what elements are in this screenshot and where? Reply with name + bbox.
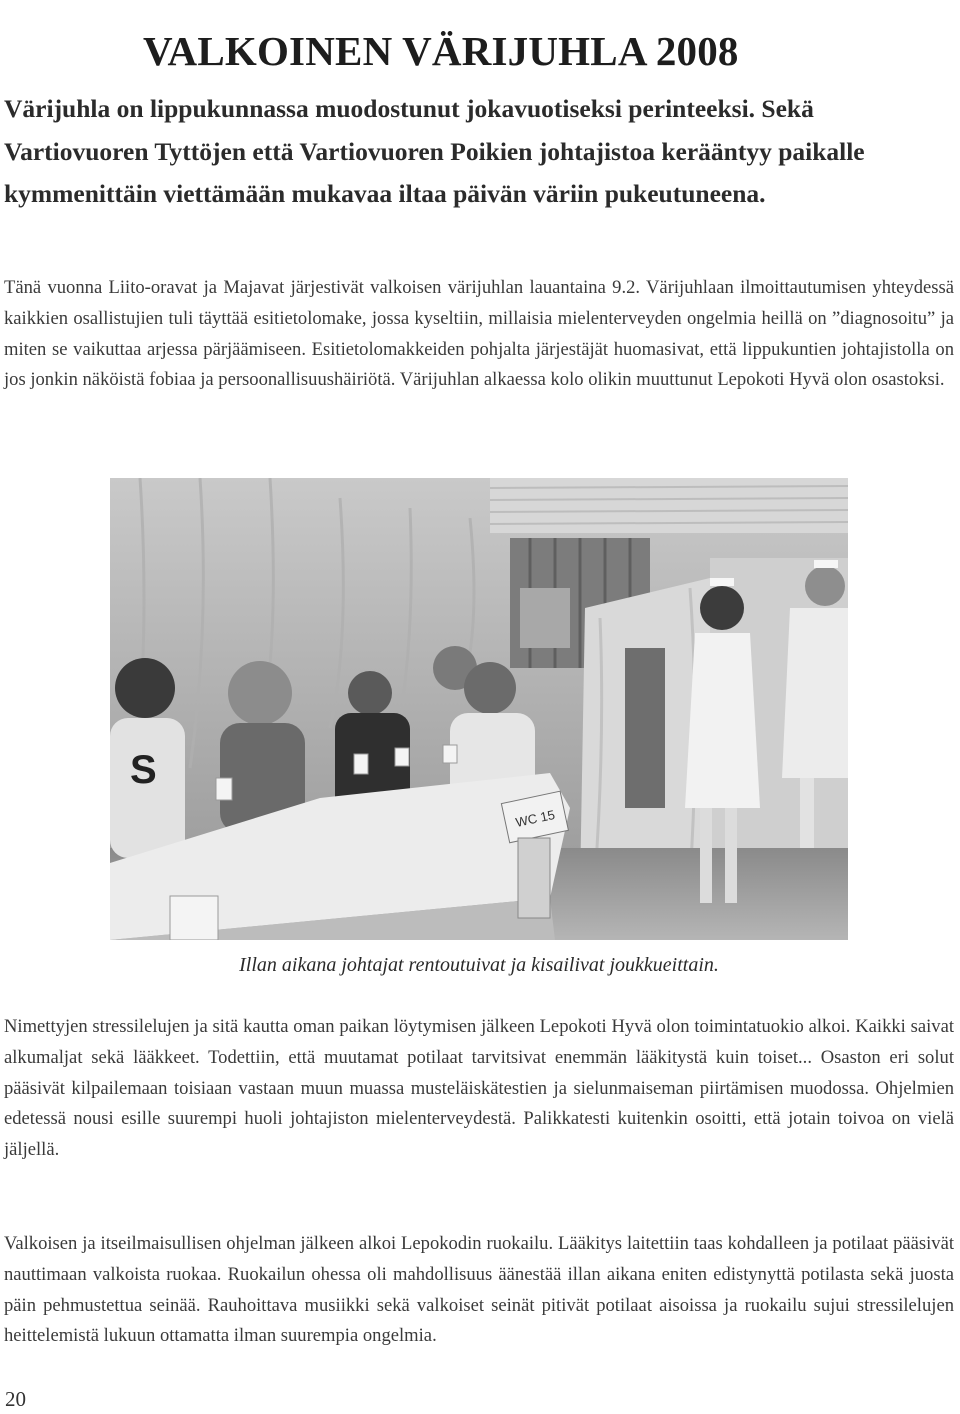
body-paragraph-2: Nimettyjen stressilelujen ja sitä kautta oman paikan löytymisen jälkeen Lepokoti Hyvä olon toimintatuokio alkoi. Kaikki saivat alkumaljat sekä lääkkeet. Todettiin, että muutamat potilaat tarvitsivat enemmän lääkitystä kuin toiset... Osaston eri solut pääsivät kilpailemaan toisiaan vastaan muun muassa musteläiskätestien ja sielunmaiseman piirtämisen muodossa. Ohjelmien edetessä nousi esille suurempi huoli johtajiston mielenterveydestä. Palikkatesti kuitenkin osoitti, että jotain toivoa on vielä jäljellä.	[4, 1016, 954, 1161]
article-lead: Värijuhla on lippukunnassa muodostunut jokavuotiseksi perinteeksi. Sekä Vartiovuoren Tyttöjen että Vartiovuoren Poikien johtajistoa kerääntyy paikalle kymmenittäin viettämään mukavaa iltaa päivän väriin pukeutuneena.	[4, 94, 865, 208]
photo-caption: Illan aikana johtajat rentoutuivat ja kisailivat joukkueittain.	[239, 954, 719, 976]
body-paragraph-3: Valkoisen ja itseilmaisullisen ohjelman jälkeen alkoi Lepokodin ruokailu. Lääkitys laitettiin taas kohdalleen ja potilaat pääsivät nauttimaan valkoista ruokaa. Ruokailun ohessa oli mahdollisuus äänestää illan aikana eniten edistynyttä potilasta sekä juosta päin pehmustettua seinää. Rauhoittava musiikki sekä valkoiset seinät pitivät potilaat aisoissa ja ruokailu sujui stressilelujen heittelemistä lukuun ottamatta ilman suurempia ongelmia.	[4, 1233, 954, 1347]
article-title: VALKOINEN VÄRIJUHLA 2008	[143, 28, 739, 75]
event-photo	[110, 478, 848, 940]
table-sign-text: WC 15	[514, 806, 557, 830]
body-paragraph-1: Tänä vuonna Liito-oravat ja Majavat järjestivät valkoisen värijuhlan lauantaina 9.2. Värijuhlaan ilmoittautumisen yhteydessä kaikkien osallistujien tuli täyttää esitietolomake, jossa kyseltiin, millaisia mielenterveyden ongelmia heillä on ”diagnosoitu” ja miten se vaikuttaa arjessa pärjäämiseen. Esitietolomakkeiden pohjalta järjestäjät huomasivat, että lippukuntien johtajistolla on jos jonkin näköistä fobiaa ja persoonallisuushäiriötä. Värijuhlan alkaessa kolo olikin muuttunut Lepokoti Hyvä olon osastoksi.	[4, 277, 954, 391]
svg-text:S: S	[130, 748, 157, 792]
page-number: 20	[5, 1387, 26, 1411]
